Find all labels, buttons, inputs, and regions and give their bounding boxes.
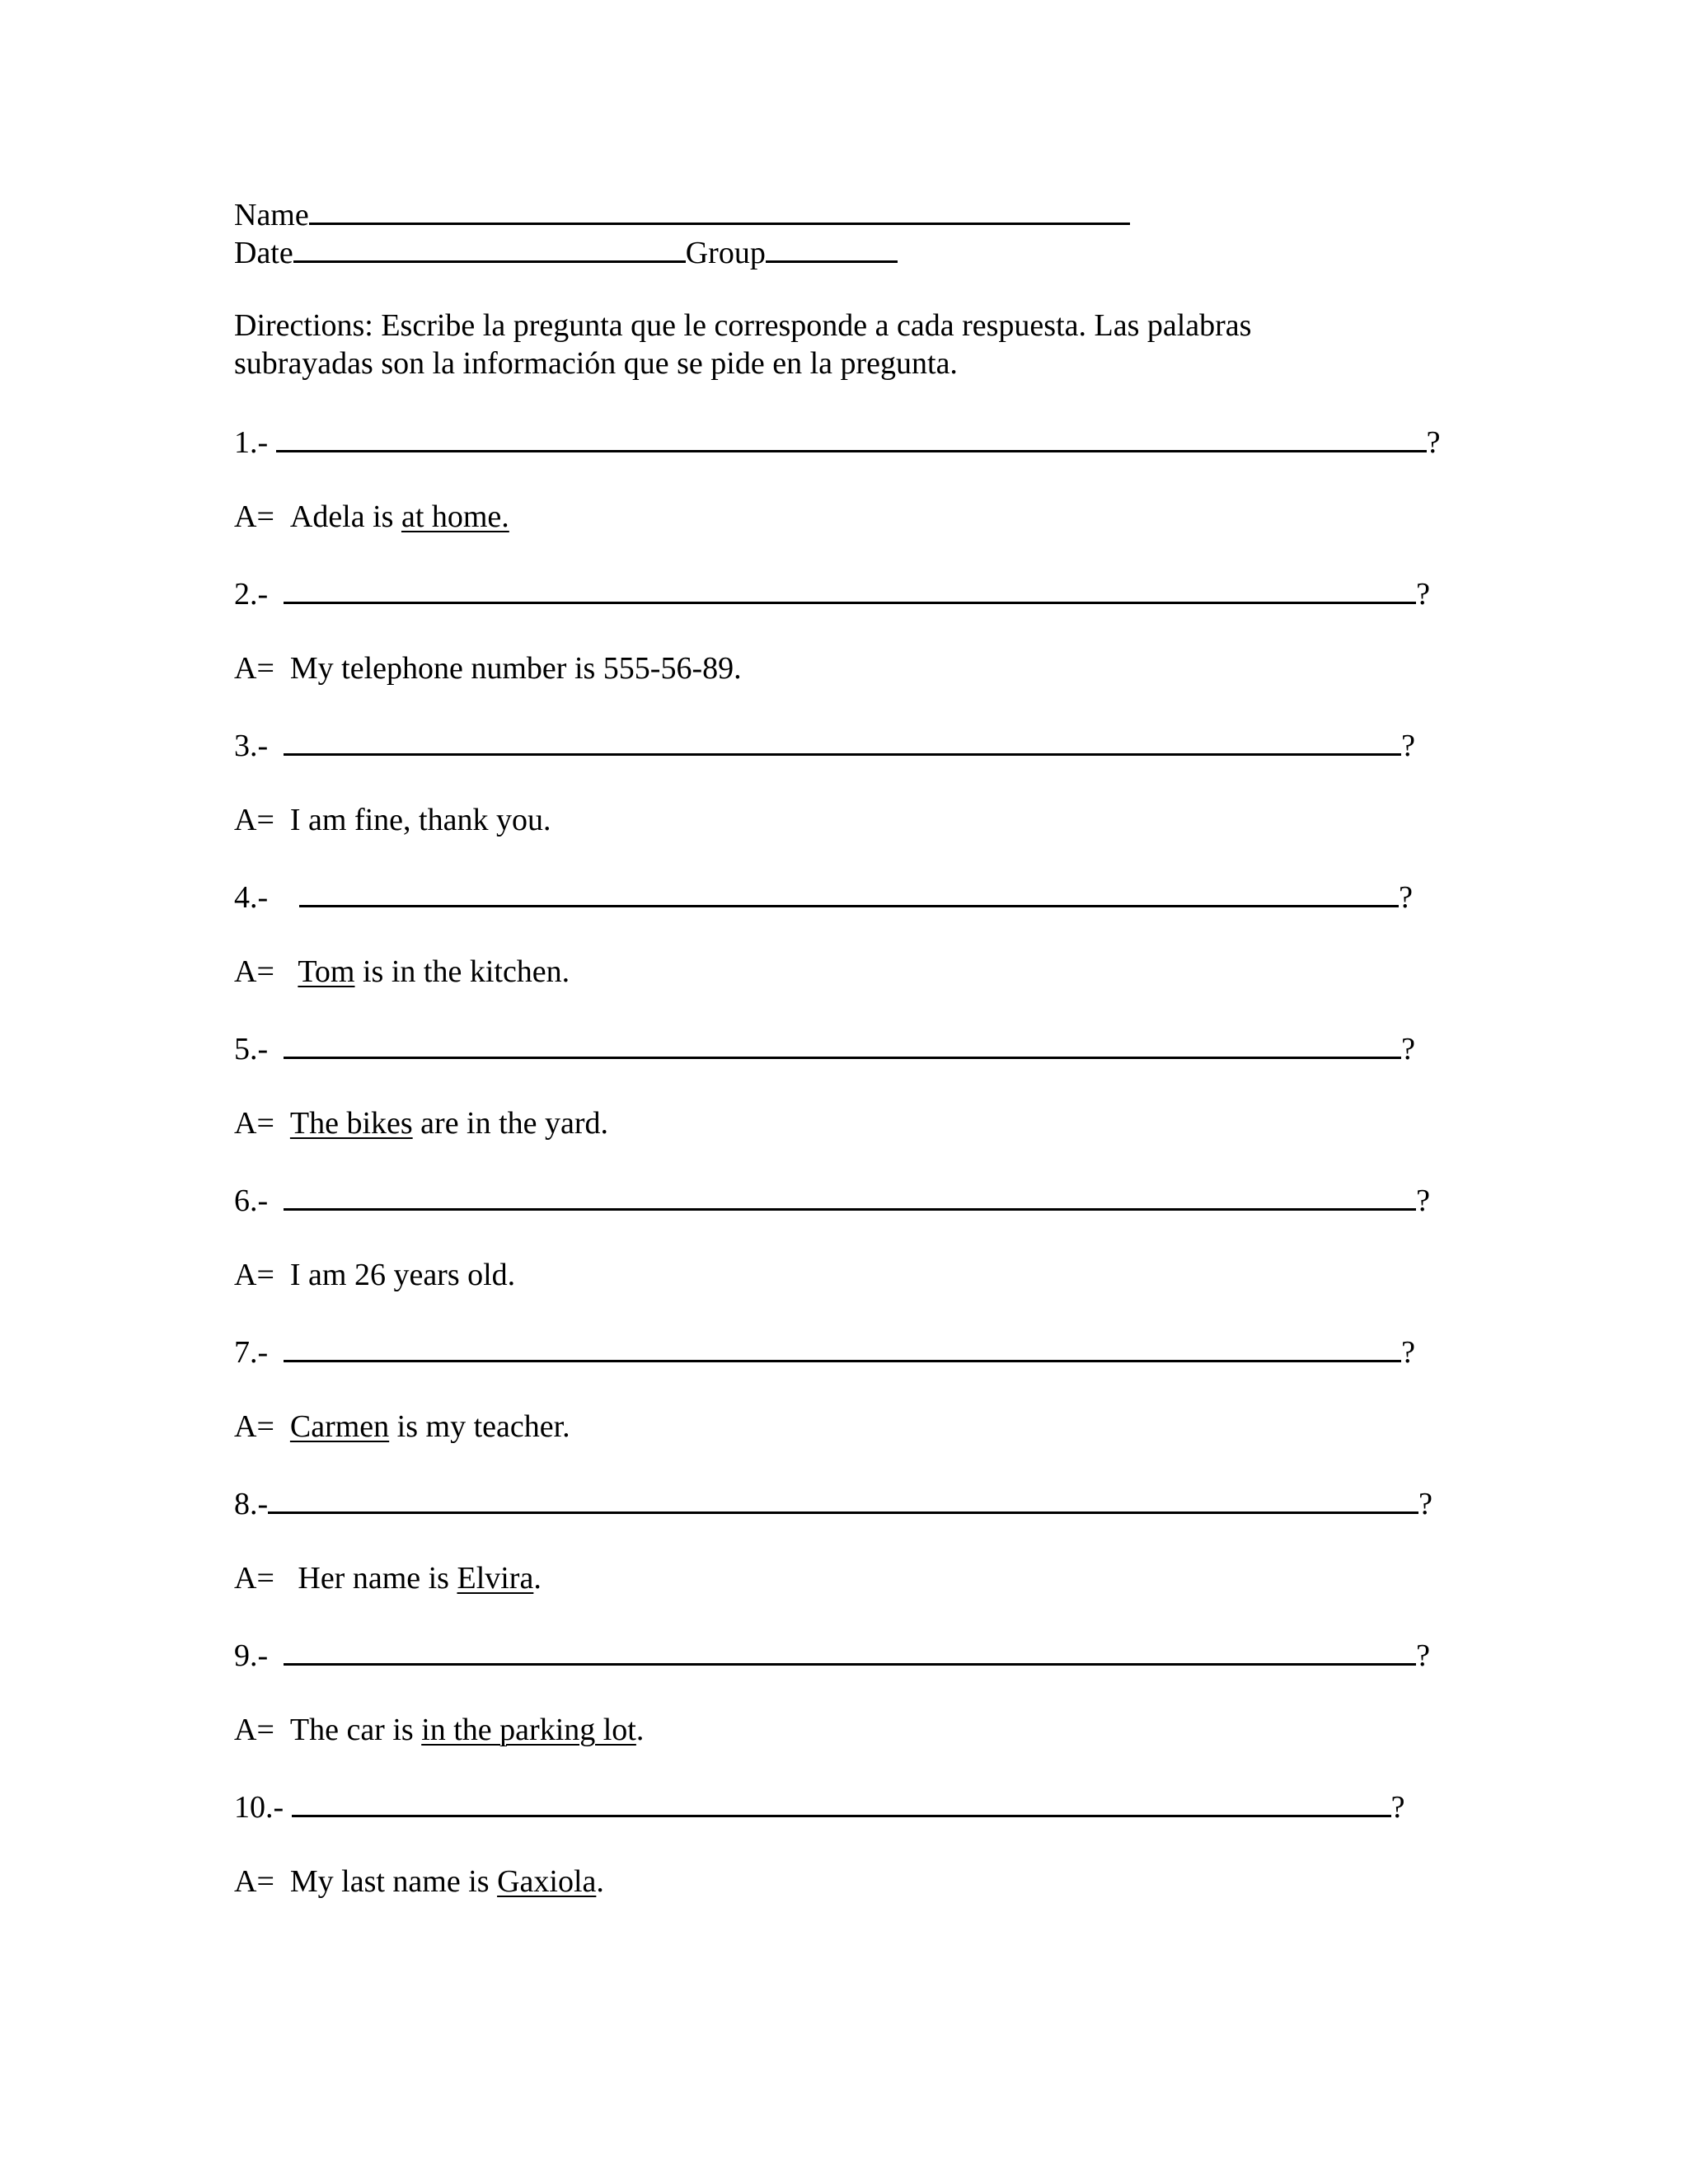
name-row xyxy=(234,194,1130,232)
question-blank[interactable] xyxy=(284,1332,1401,1362)
answer-row xyxy=(234,1559,542,1597)
answer-prefix: A= xyxy=(234,651,274,686)
question-number: 2.- xyxy=(234,577,269,612)
question-row xyxy=(234,877,1413,915)
question-row xyxy=(234,1483,1432,1521)
question-mark: ? xyxy=(1416,1638,1431,1673)
question-row xyxy=(234,574,1430,612)
question-mark: ? xyxy=(1416,577,1431,612)
question-row xyxy=(234,1180,1430,1218)
question-mark: ? xyxy=(1399,880,1414,915)
question-mark: ? xyxy=(1401,1335,1416,1370)
answer-prefix: A= xyxy=(234,1713,274,1747)
answer-text-after: . xyxy=(635,1713,645,1747)
date-blank[interactable] xyxy=(293,232,686,263)
answer-row xyxy=(234,1104,608,1142)
answer-row xyxy=(234,953,570,991)
answer-row xyxy=(234,1863,604,1900)
answer-text: The car is xyxy=(289,1713,422,1747)
question-blank[interactable] xyxy=(284,1635,1416,1666)
question-row xyxy=(234,1332,1415,1370)
answer-text-after: are in the yard. xyxy=(412,1106,609,1141)
answer-row xyxy=(234,1256,515,1294)
directions-line-1: Directions: Escribe la pregunta que le corresponde a cada respuesta. Las palabras xyxy=(234,308,1252,343)
question-blank[interactable] xyxy=(268,1483,1418,1514)
answer-row xyxy=(234,801,551,839)
question-blank[interactable] xyxy=(299,877,1399,907)
answer-prefix: A= xyxy=(234,499,274,534)
question-row xyxy=(234,422,1441,460)
answer-text-after: . xyxy=(533,1561,542,1596)
question-blank[interactable] xyxy=(284,1180,1416,1211)
answer-underlined: Carmen xyxy=(289,1409,390,1444)
group-blank[interactable] xyxy=(766,232,898,263)
answer-underlined: at home. xyxy=(401,499,509,534)
question-number: 1.- xyxy=(234,425,269,460)
name-label: Name xyxy=(234,198,309,232)
question-number: 10.- xyxy=(234,1790,284,1825)
question-mark: ? xyxy=(1418,1487,1433,1521)
answer-text: I am 26 years old. xyxy=(289,1258,516,1292)
question-number: 4.- xyxy=(234,880,269,915)
answer-prefix: A= xyxy=(234,1561,274,1596)
answer-text: My last name is xyxy=(289,1864,498,1899)
answer-underlined: Gaxiola xyxy=(497,1864,597,1899)
question-mark: ? xyxy=(1401,729,1416,763)
question-mark: ? xyxy=(1401,1032,1416,1066)
date-group-row xyxy=(234,232,898,270)
answer-row xyxy=(234,1711,644,1749)
answer-row xyxy=(234,1408,570,1446)
date-label: Date xyxy=(234,236,293,270)
answer-underlined: Tom xyxy=(298,954,355,989)
answer-row xyxy=(234,498,509,536)
answer-text: Her name is xyxy=(298,1561,457,1596)
question-blank[interactable] xyxy=(284,1029,1401,1059)
question-row xyxy=(234,1635,1430,1673)
answer-prefix: A= xyxy=(234,954,274,989)
answer-prefix: A= xyxy=(234,803,274,837)
question-row xyxy=(234,1787,1405,1825)
answer-row xyxy=(234,649,742,687)
question-blank[interactable] xyxy=(284,725,1401,756)
answer-prefix: A= xyxy=(234,1864,274,1899)
question-number: 6.- xyxy=(234,1183,269,1218)
question-mark: ? xyxy=(1426,425,1441,460)
directions-line-2: subrayadas son la información que se pide en la pregunta. xyxy=(234,346,958,381)
question-row xyxy=(234,725,1415,763)
answer-text-after: is in the kitchen. xyxy=(354,954,570,989)
answer-text: My telephone number is 555-56-89. xyxy=(289,651,742,686)
question-number: 5.- xyxy=(234,1032,269,1066)
directions xyxy=(234,307,1454,382)
question-mark: ? xyxy=(1416,1183,1431,1218)
question-mark: ? xyxy=(1390,1790,1405,1825)
answer-prefix: A= xyxy=(234,1106,274,1141)
answer-text-after: is my teacher. xyxy=(389,1409,570,1444)
answer-prefix: A= xyxy=(234,1409,274,1444)
answer-text-after: . xyxy=(596,1864,604,1899)
question-row xyxy=(234,1029,1415,1066)
answer-text: Adela is xyxy=(289,499,401,534)
question-number: 7.- xyxy=(234,1335,269,1370)
group-label: Group xyxy=(685,236,766,270)
answer-underlined: in the parking lot xyxy=(421,1713,636,1747)
question-number: 8.- xyxy=(234,1487,269,1521)
answer-prefix: A= xyxy=(234,1258,274,1292)
name-blank[interactable] xyxy=(309,194,1130,225)
answer-text: I am fine, thank you. xyxy=(289,803,551,837)
question-blank[interactable] xyxy=(284,574,1416,604)
answer-underlined: Elvira xyxy=(457,1561,534,1596)
question-number: 3.- xyxy=(234,729,269,763)
answer-underlined: The bikes xyxy=(289,1106,413,1141)
question-blank[interactable] xyxy=(292,1787,1391,1817)
question-blank[interactable] xyxy=(276,422,1427,452)
question-number: 9.- xyxy=(234,1638,269,1673)
